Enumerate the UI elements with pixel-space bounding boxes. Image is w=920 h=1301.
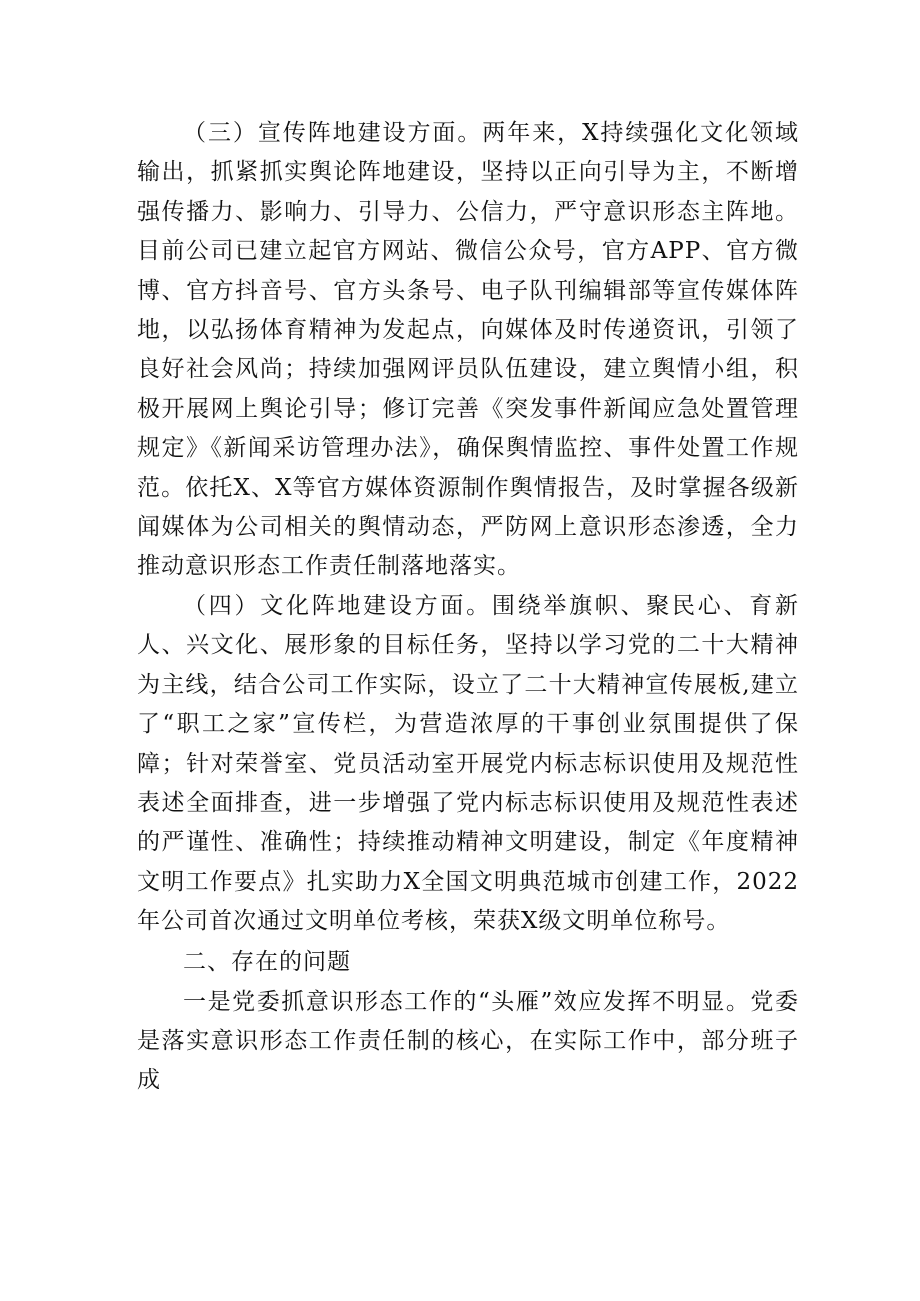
- section-heading-problems: 二、存在的问题: [183, 948, 351, 975]
- paragraph-culture-front: （四）文化阵地建设方面。围绕举旗帜、聚民心、育新人、兴文化、展形象的目标任务，坚持以学习党的二十大精神为主线，结合公司工作实际，设立了二十大精神宣传展板,建立了“职工之家”宣传栏，为营造浓厚的干事创业氛围提供了保障；针对荣誉室、党员活动室开展党内标志标识使用及规范性表述全面排查，进一步增强了党内标志标识使用及规范性表述的严谨性、准确性；持续推动精神文明建设，制定《年度精神文明工作要点》扎实助力X全国文明典范城市创建工作，2022年公司首次通过文明单位考核，荣获X级文明单位称号。: [137, 592, 799, 935]
- paragraph-propaganda-front: （三）宣传阵地建设方面。两年来，X持续强化文化领域输出，抓紧抓实舆论阵地建设，坚持以正向引导为主，不断增强传播力、影响力、引导力、公信力，严守意识形态主阵地。目前公司已建立起官方网站、微信公众号，官方APP、官方微博、官方抖音号、官方头条号、电子队刊编辑部等宣传媒体阵地，以弘扬体育精神为发起点，向媒体及时传递资讯，引领了良好社会风尚；持续加强网评员队伍建设，建立舆情小组，积极开展网上舆论引导；修订完善《突发事件新闻应急处置管理规定》《新闻采访管理办法》，确保舆情监控、事件处置工作规范。依托X、X等官方媒体资源制作舆情报告，及时掌握各级新闻媒体为公司相关的舆情动态，严防网上意识形态渗透，全力推动意识形态工作责任制落地落实。: [137, 120, 799, 580]
- document-body: [137, 114, 799, 1101]
- paragraph-problem-one: 一是党委抓意识形态工作的“头雁”效应发挥不明显。党委是落实意识形态工作责任制的核心，在实际工作中，部分班子成: [137, 988, 799, 1094]
